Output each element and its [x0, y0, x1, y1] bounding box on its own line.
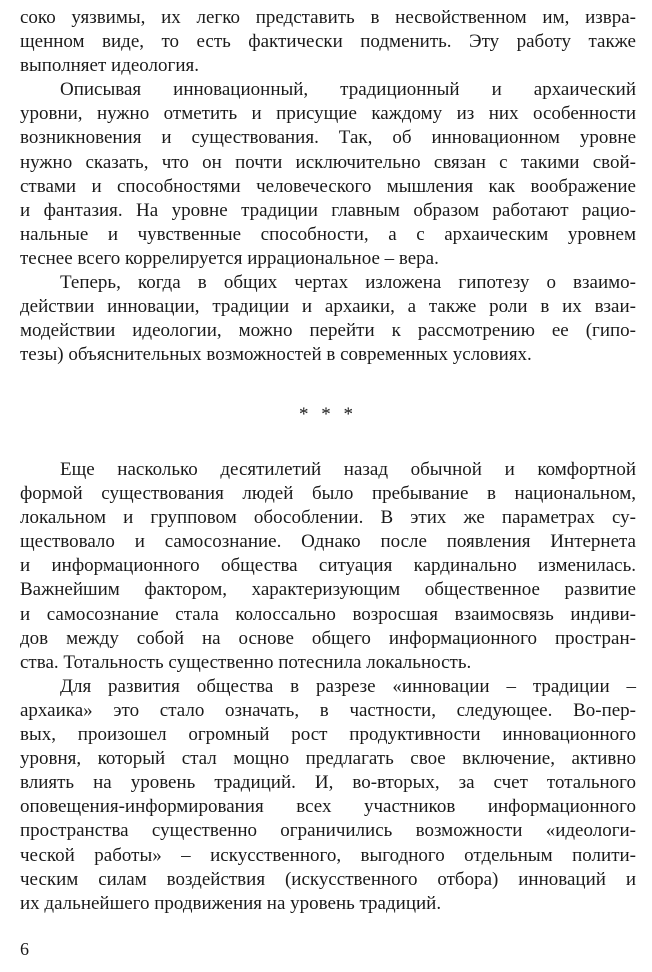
- text-line: ческой работы» – искусственного, выгодного отдельным полити-: [20, 844, 636, 866]
- text-line: уровня, который стал мощно предлагать свое включение, активно: [20, 748, 636, 770]
- text-line: Для развития общества в разрезе «инновации – традиции –: [60, 675, 636, 697]
- text-line: вых, произошел огромный рост продуктивности инновационного: [20, 724, 636, 746]
- text-line: дов между собой на основе общего информационного простран-: [20, 627, 636, 649]
- text-block-bottom: [20, 458, 636, 916]
- text-line: влиять на уровень традиций. И, во-вторых, за счет тотального: [20, 772, 636, 794]
- text-line: выполняет идеология.: [20, 55, 199, 77]
- text-line: и информационного общества ситуация кардинально изменилась.: [20, 555, 636, 577]
- text-line: щенном виде, то есть фактически подменить. Эту работу также: [20, 31, 636, 53]
- text-line: ства. Тотальность существенно потеснила локальность.: [20, 651, 472, 673]
- text-line: модействии идеологии, можно перейти к рассмотрению ее (гипо-: [20, 320, 636, 342]
- text-line: нужно сказать, что он почти исключительно связан с такими свой-: [20, 151, 636, 173]
- text-line: Теперь, когда в общих чертах изложена гипотезу о взаимо-: [60, 272, 636, 294]
- text-line: уровни, нужно отметить и присущие каждому из них особенности: [20, 103, 636, 125]
- text-line: пространства существенно ограничились возможности «идеологи-: [20, 820, 636, 842]
- text-line: Важнейшим фактором, характеризующим общественное развитие: [20, 579, 636, 601]
- text-line: и фантазия. На уровне традиции главным образом работают рацио-: [20, 199, 636, 221]
- text-line: Еще насколько десятилетий назад обычной и комфортной: [60, 459, 636, 480]
- page-number: 6: [20, 939, 29, 959]
- text-line: ществовало и самосознание. Однако после появления Интернета: [20, 531, 636, 553]
- text-line: возникновения и существования. Так, об инновационном уровне: [20, 127, 636, 149]
- text-block-top: [20, 6, 636, 367]
- section-separator: * * *: [299, 404, 357, 425]
- text-line: оповещения-информирования всех участников информационного: [20, 796, 636, 818]
- text-line: Описывая инновационный, традиционный и архаический: [60, 79, 636, 101]
- text-line: тезы) объяснительных возможностей в современных условиях.: [20, 344, 532, 366]
- text-line: ческим силам воздействия (искусственного отбора) инноваций и: [20, 868, 636, 890]
- text-line: их дальнейшего продвижения на уровень традиций.: [20, 892, 442, 914]
- text-line: теснее всего коррелируется иррациональное – вера.: [20, 247, 439, 269]
- text-line: архаика» это стало означать, в частности, следующее. Во-пер-: [20, 699, 636, 721]
- text-line: соко уязвимы, их легко представить в несвойственном им, извра-: [20, 7, 636, 28]
- text-line: локальном и групповом обособлении. В этих же параметрах су-: [20, 507, 636, 529]
- text-line: формой существования людей было пребывание в национальном,: [20, 483, 636, 505]
- text-line: ствами и способностями человеческого мышления как воображение: [20, 175, 636, 197]
- text-line: и самосознание стала колоссально возросшая взаимосвязь индиви-: [20, 603, 636, 625]
- text-line: нальные и чувственные способности, а с архаическим уровнем: [20, 223, 636, 245]
- text-line: действии инновации, традиции и архаики, а также роли в их взаи-: [20, 296, 636, 318]
